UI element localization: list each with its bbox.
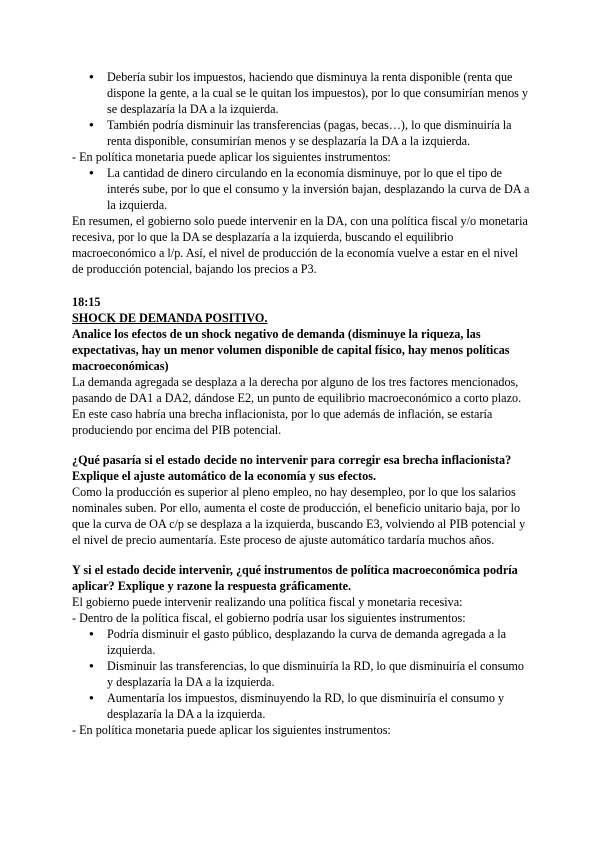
monetary-intro: - En política monetaria puede aplicar los siguientes instrumentos: (72, 150, 391, 164)
list-item: ● Aumentaría los impuestos, disminuyendo la RD, lo que disminuiría el consumo y desplazaría la DA a la izquierda. (72, 690, 530, 722)
question-2: ¿Qué pasaría si el estado decide no intervenir para corregir esa brecha inflacionista? Explique el ajuste automático de la economía y sus efectos. (72, 453, 512, 483)
page-content (72, 69, 530, 738)
summary-paragraph: En resumen, el gobierno solo puede intervenir en la DA, con una política fiscal y/o monetaria recesiva, por lo que la DA se desplazaría a la izquierda, buscando el equilibrio macroeconómico a l/p. Así, el nivel de producción de la economía vuelve a estar en el nivel de producción potencial, bajando los precios a P3. (72, 214, 528, 276)
question-1: Analice los efectos de un shock negativo de demanda (disminuye la riqueza, las expectativas, hay un menor volumen disponible de capital físico, hay menos políticas macroeconómicas) (72, 327, 510, 373)
answer-1: La demanda agregada se desplaza a la derecha por alguno de los tres factores mencionados, pasando de DA1 a DA2, dándose E2, un punto de equilibrio macroeconómico a corto plazo. En este caso habría una brecha inflacionista, por lo que además de inflación, se estaría produciendo por encima del PIB potencial. (72, 375, 522, 437)
answer-2: Como la producción es superior al pleno empleo, no hay desempleo, por lo que los salarios nominales suben. Por ello, aumenta el coste de producción, el beneficio unitario baja, por lo que la curva de OA c/p se desplaza a la izquierda, buscando E3, volviendo al PIB potencial y el nivel de precio aumentaría. Este proceso de ajuste automático tardaría muchos años. (72, 485, 526, 547)
monetary-bullet-list (72, 165, 530, 213)
answer-3-fiscal-bullet-list (72, 626, 530, 722)
list-item: ● La cantidad de dinero circulando en la economía disminuye, por lo que el tipo de interés sube, por lo que el consumo y la inversión bajan, desplazando la curva de DA a la izquierda. (72, 165, 530, 213)
timestamp: 18:15 (72, 295, 101, 309)
list-item: ● Podría disminuir el gasto público, desplazando la curva de demanda agregada a la izquierda. (72, 626, 530, 658)
answer-3-intro: El gobierno puede intervenir realizando una política fiscal y monetaria recesiva: (72, 595, 463, 609)
answer-3-monetary-intro: - En política monetaria puede aplicar los siguientes instrumentos: (72, 723, 391, 737)
question-3: Y si el estado decide intervenir, ¿qué instrumentos de política macroeconómica podría aplicar? Explique y razone la respuesta gráficamente. (72, 563, 518, 593)
section-title: SHOCK DE DEMANDA POSITIVO. (72, 311, 268, 325)
list-item: ● Debería subir los impuestos, haciendo que disminuya la renta disponible (renta que dispone la gente, a la cual se le quitan los impuestos), por lo que consumirían menos y se desplazaría la DA a la izquierda. (72, 69, 530, 117)
list-item: ● Disminuir las transferencias, lo que disminuiría la RD, lo que disminuiría el consumo y desplazaría la DA a la izquierda. (72, 658, 530, 690)
answer-3-fiscal-intro: - Dentro de la política fiscal, el gobierno podría usar los siguientes instrumentos: (72, 611, 466, 625)
list-item: ● También podría disminuir las transferencias (pagas, becas…), lo que disminuiría la renta disponible, consumirían menos y se desplazaría la DA a la izquierda. (72, 117, 530, 149)
fiscal-bullet-list (72, 69, 530, 149)
